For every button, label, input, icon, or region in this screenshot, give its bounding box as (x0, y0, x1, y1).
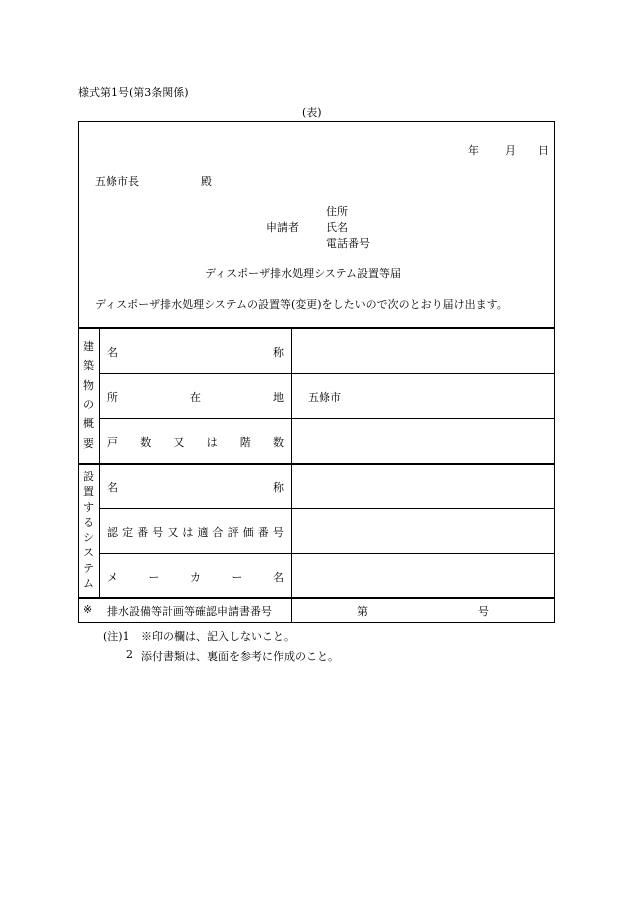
header-column-divider (99, 327, 100, 597)
date-month-label: 月 (505, 144, 516, 157)
value-column-divider (291, 327, 292, 623)
statement-text: ディスポーザ排水処理システムの設置等(変更)をしたいので次のとおり届け出ます。 (95, 298, 508, 311)
office-use-label: 排水設備等計画等確認申請書番号 (107, 605, 272, 618)
header-char: す (83, 500, 94, 514)
note-1-prefix: (注)1 (103, 630, 130, 643)
header-char: ム (83, 576, 94, 590)
applicant-label: 申請者 (266, 221, 299, 234)
header-char: 設 (83, 470, 94, 484)
date-day-label: 日 (538, 144, 549, 157)
system-section-header (78, 469, 99, 591)
form-id: 様式第1号(第3条関係) (78, 86, 189, 99)
system-cert-number-label: 認 定 番 号 又 は 適 合 評 価 番 号 (107, 526, 284, 539)
addressee-honorific: 殿 (201, 175, 212, 188)
header-char: 置 (83, 485, 94, 499)
header-char: ス (83, 546, 94, 560)
row-divider (99, 508, 555, 509)
table-top-border (78, 327, 555, 329)
note-1-text: ※印の欄は、記入しないこと。 (141, 630, 295, 643)
header-char: 建 (83, 340, 94, 354)
header-char: る (83, 515, 94, 529)
date-year-label: 年 (468, 144, 479, 157)
building-name-label: 名 称 (107, 346, 284, 359)
form-title: ディスポーザ排水処理システム設置等届 (205, 267, 402, 280)
note-2-prefix: 2 (126, 648, 133, 661)
row-divider (99, 553, 555, 554)
header-char: の (83, 398, 94, 412)
section-divider (78, 597, 555, 599)
building-location-value[interactable]: 五條市 (308, 391, 341, 404)
note-2-text: 添付書類は、裏面を参考に作成のこと。 (141, 650, 339, 663)
building-location-label: 所 在 地 (107, 391, 284, 404)
building-section-header (78, 337, 99, 453)
building-units-label: 戸 数 又 は 階 数 (107, 436, 284, 449)
page-side: (表) (302, 106, 322, 119)
header-char: 物 (83, 378, 94, 392)
row-divider (99, 418, 555, 419)
addressee-name: 五條市長 (95, 175, 139, 188)
applicant-phone-label: 電話番号 (326, 237, 370, 250)
office-use-number-suffix: 号 (478, 605, 489, 618)
header-char: シ (83, 531, 94, 545)
form-frame (78, 121, 555, 623)
header-char: 築 (83, 359, 94, 373)
row-divider (99, 373, 555, 374)
system-name-label: 名 称 (107, 481, 284, 494)
section-divider (78, 463, 555, 465)
header-char: 概 (83, 417, 94, 431)
applicant-address-label: 住所 (326, 205, 348, 218)
office-use-number-prefix: 第 (357, 605, 368, 618)
office-use-mark: ※ (83, 603, 93, 616)
system-maker-label: メ ー カ ー 名 (107, 571, 284, 584)
header-char: テ (83, 561, 94, 575)
header-char: 要 (83, 436, 94, 450)
applicant-name-label: 氏名 (326, 221, 348, 234)
